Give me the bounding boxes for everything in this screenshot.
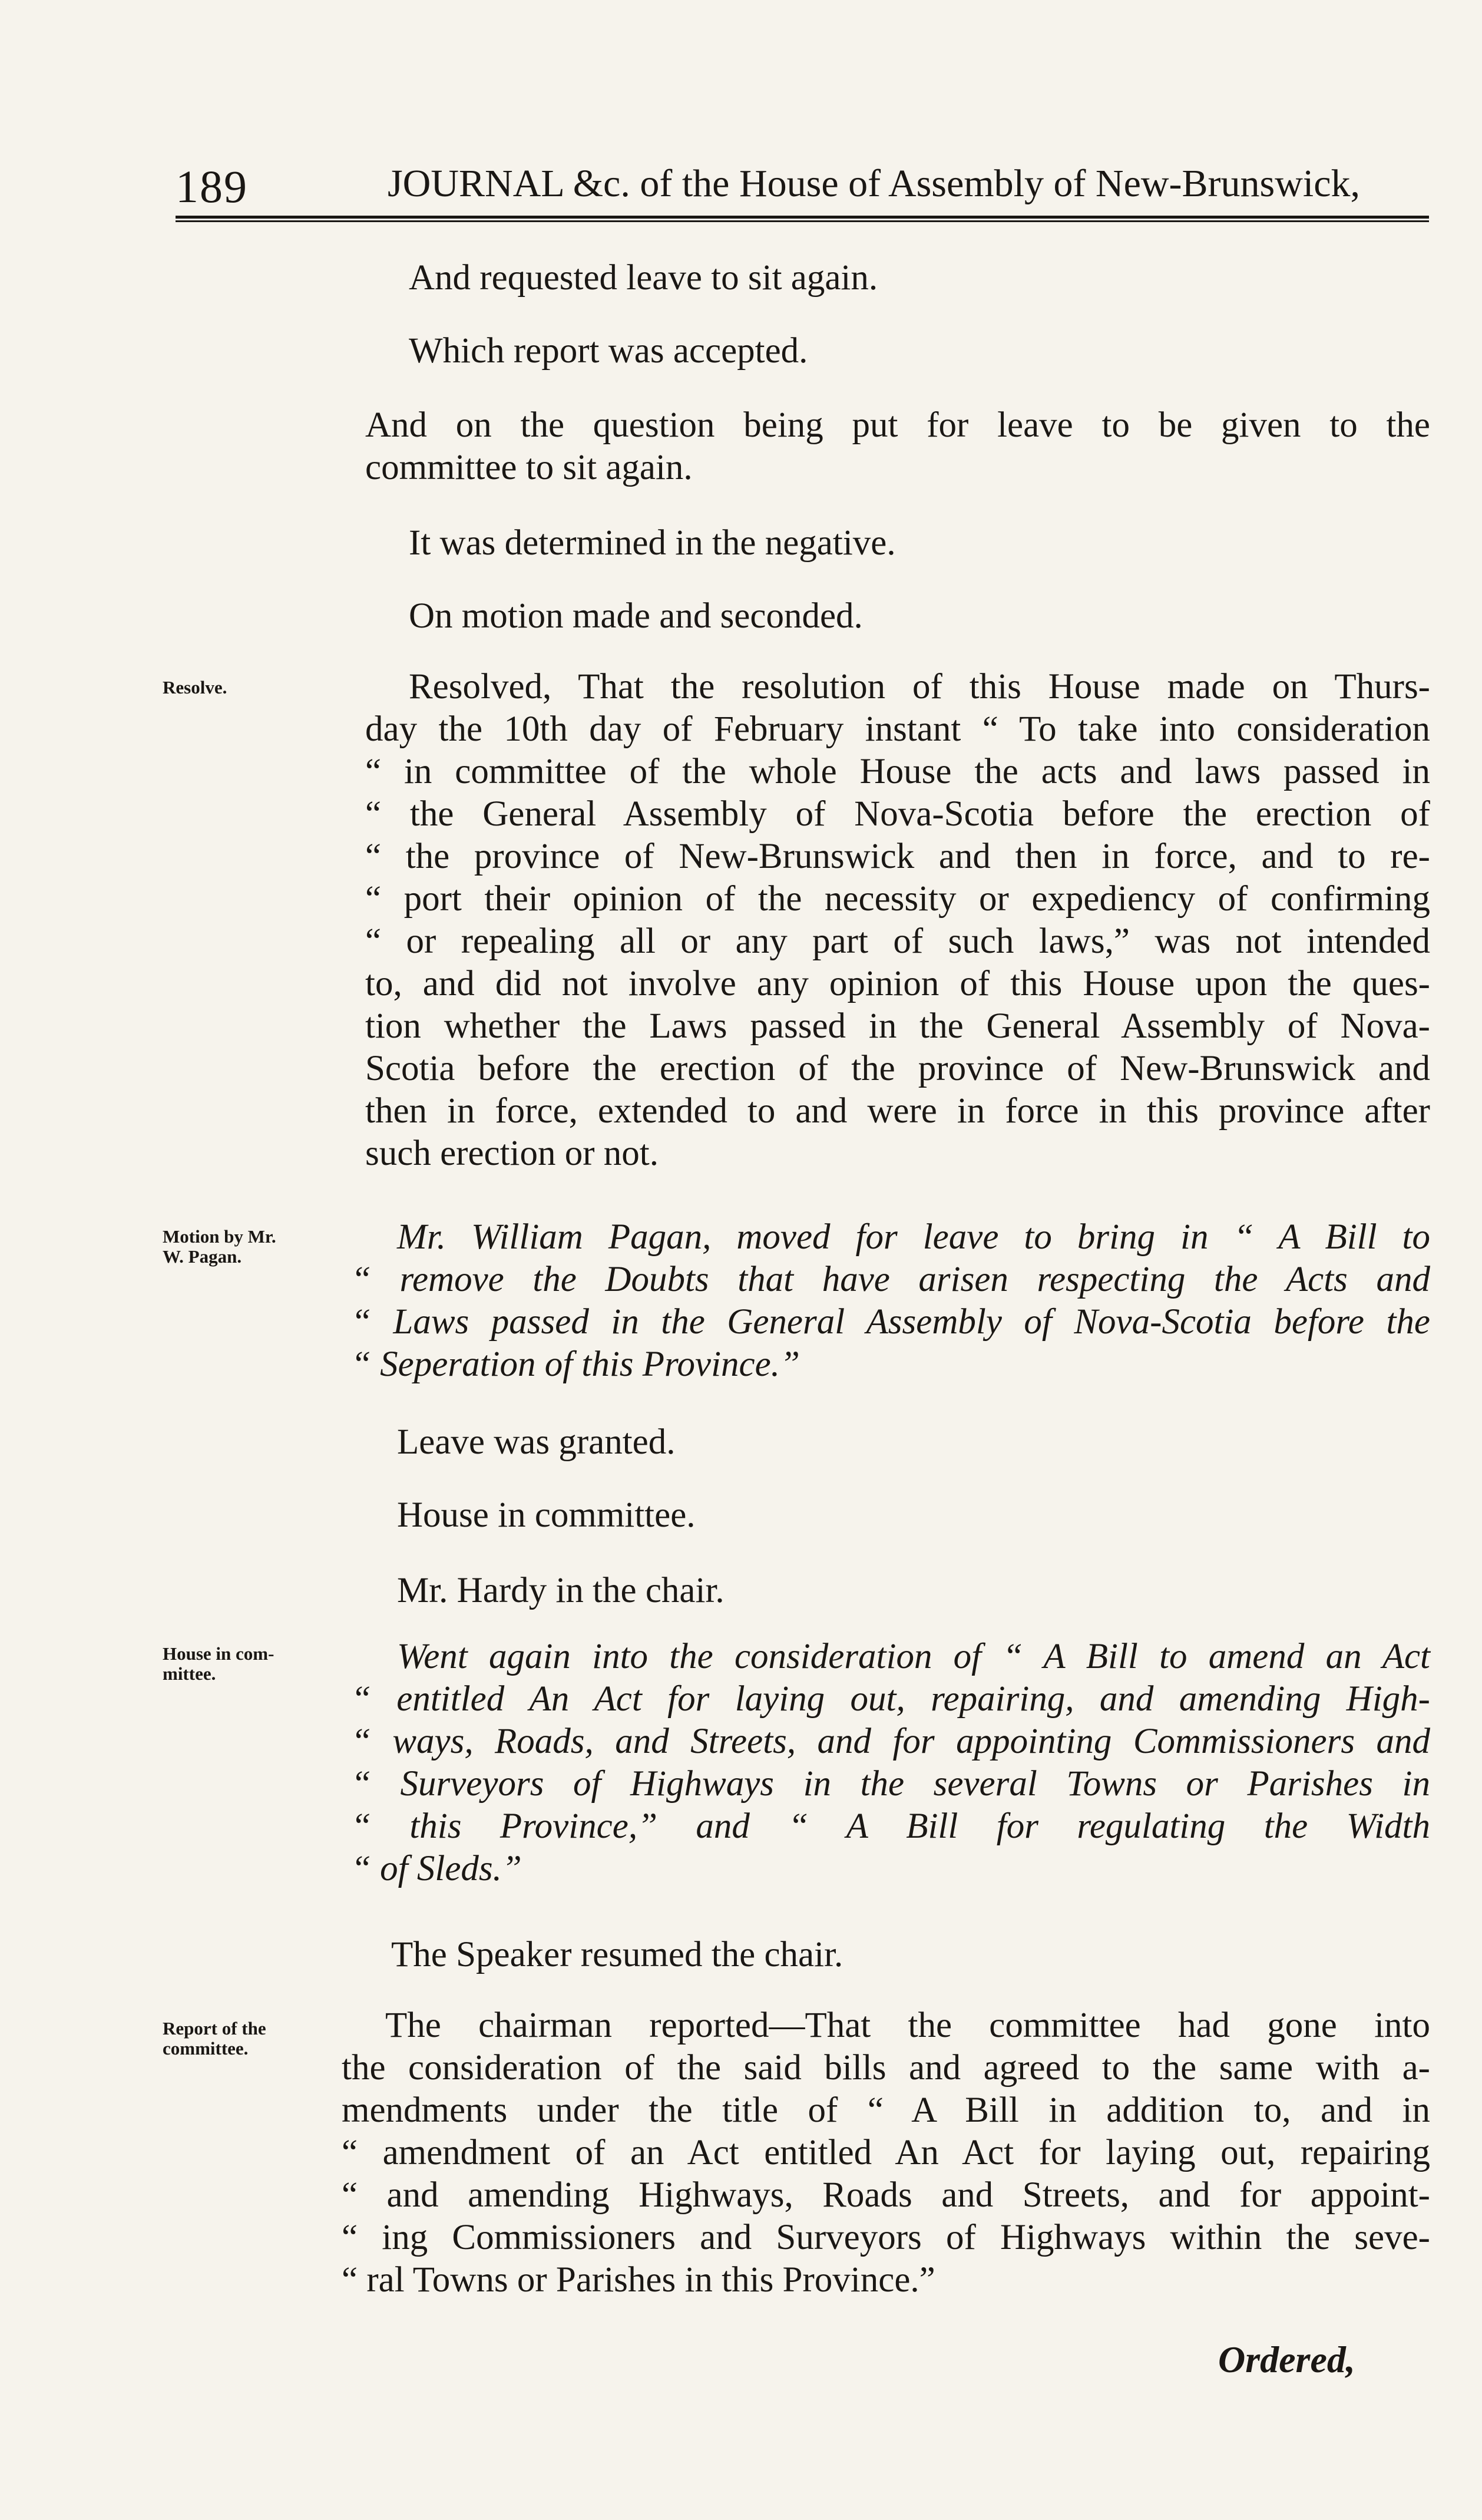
text-line: “ ways, Roads, and Streets, and for appointing Commissioners and [351,1722,1430,1761]
text-line: “ port their opinion of the necessity or expediency of confirming [365,879,1430,919]
header-rule [176,216,1429,219]
margin-note-motion: Motion by Mr. W. Pagan. [163,1226,276,1267]
text-line: “ ing Commissioners and Surveyors of Highways within the seve- [342,2218,1430,2257]
page-number: 189 [176,161,248,212]
margin-note-resolve: Resolve. [163,677,227,698]
paragraph-motion-seconded: On motion made and seconded. [409,596,863,636]
paragraph-leave-granted: Leave was granted. [397,1422,676,1462]
margin-note-report: Report of the committee. [163,2018,266,2059]
text-line: “ Surveyors of Highways in the several Towns or Parishes in [351,1764,1430,1804]
text-line: “ of Sleds.” [351,1849,522,1888]
text-line: Resolved, That the resolution of this House made on Thurs- [409,667,1430,706]
text-line: “ Laws passed in the General Assembly of Nova-Scotia before the [351,1302,1430,1342]
text-line: the consideration of the said bills and agreed to the same with a- [342,2048,1430,2088]
text-line: Mr. William Pagan, moved for leave to bring in “ A Bill to [397,1217,1430,1257]
header-rule-thin [176,220,1429,222]
paragraph-hardy-chair: Mr. Hardy in the chair. [397,1571,725,1610]
running-title: JOURNAL &c. of the House of Assembly of New-Brunswick, [388,162,1360,205]
text-line: to, and did not involve any opinion of this House upon the ques- [365,964,1430,1003]
paragraph-committee-bills [351,1636,1430,1890]
text-line: And on the question being put for leave to be given to the [365,405,1430,445]
text-line: tion whether the Laws passed in the General Assembly of Nova- [365,1006,1430,1046]
text-line: “ and amending Highways, Roads and Streets, and for appoint- [342,2175,1430,2215]
text-line: “ ral Towns or Parishes in this Province.” [342,2260,935,2300]
paragraph-chairman-report [342,2004,1430,2301]
paragraph-house-in-committee: House in committee. [397,1495,696,1535]
text-line: “ in committee of the whole House the acts and laws passed in [365,752,1430,791]
text-line: Scotia before the erection of the province of New-Brunswick and [365,1049,1430,1088]
text-line: “ or repealing all or any part of such laws,” was not intended [365,922,1430,961]
text-line: “ this Province,” and “ A Bill for regulating the Width [351,1806,1430,1846]
text-line: day the 10th day of February instant “ To take into consideration [365,709,1430,749]
paragraph-speaker-resumed: The Speaker resumed the chair. [391,1935,843,1974]
text-line: “ entitled An Act for laying out, repairing, and amending High- [351,1679,1430,1719]
paragraph-resolved [365,666,1430,1175]
text-line: “ Seperation of this Province.” [351,1345,800,1384]
paragraph-request-leave: And requested leave to sit again. [409,258,878,298]
text-line: such erection or not. [365,1134,659,1173]
paragraph-negative: It was determined in the negative. [409,523,896,563]
catchword: Ordered, [1218,2339,1355,2380]
text-line: Went again into the consideration of “ A Bill to amend an Act [397,1637,1430,1676]
paragraph-question [365,404,1430,489]
text-line: mendments under the title of “ A Bill in addition to, and in [342,2090,1430,2130]
text-line: “ the province of New-Brunswick and then in force, and to re- [365,837,1430,876]
paragraph-motion-pagan [351,1216,1430,1386]
text-line: “ amendment of an Act entitled An Act for laying out, repairing [342,2133,1430,2172]
text-line: then in force, extended to and were in force in this province after [365,1091,1430,1131]
text-line: “ remove the Doubts that have arisen respecting the Acts and [351,1260,1430,1299]
running-header [176,160,1430,219]
text-line: “ the General Assembly of Nova-Scotia before the erection of [365,794,1430,834]
margin-note-committee: House in com- mittee. [163,1643,274,1684]
text-line: The chairman reported—That the committee had gone into [385,2006,1430,2045]
paragraph-report-accepted: Which report was accepted. [409,331,808,371]
text-line: committee to sit again. [365,448,693,487]
